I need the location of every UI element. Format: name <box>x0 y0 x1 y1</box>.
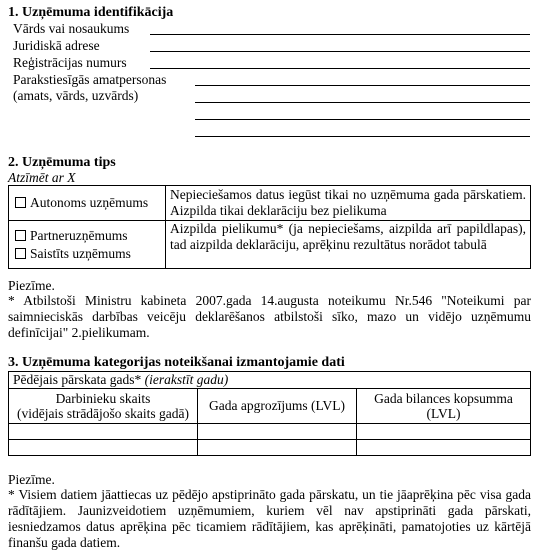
period-hint: (ierakstīt gadu) <box>144 372 229 387</box>
option-linked[interactable] <box>13 246 161 262</box>
section1-heading: 1. Uzņēmuma identifikācija <box>8 5 174 20</box>
category-data-table <box>8 371 531 456</box>
officials-field-1[interactable] <box>195 85 530 86</box>
option-partner-label: Partneruzņēmums <box>30 228 128 243</box>
col-employees-title: Darbinieku skaits <box>55 391 151 406</box>
cell-balance-2[interactable] <box>357 440 531 456</box>
col-balance-unit: (LVL) <box>426 406 461 421</box>
cell-turnover-2[interactable] <box>198 440 357 456</box>
field-label-address: Juridiskā adrese <box>13 38 100 53</box>
field-label-regnum: Reģistrācijas numurs <box>13 55 127 70</box>
desc-autonomous: Nepieciešamos datus iegūst tikai no uzņēmuma gada pārskatiem. Aizpilda tikai deklarāciju bez pielikuma <box>166 186 531 221</box>
option-autonomous[interactable] <box>9 186 166 221</box>
checkbox-linked[interactable] <box>15 248 26 259</box>
option-partner[interactable] <box>13 228 161 244</box>
field-label-officials-hint: (amats, vārds, uzvārds) <box>13 88 139 103</box>
company-type-table <box>8 185 531 269</box>
checkbox-autonomous[interactable] <box>15 197 26 208</box>
section2-note-title: Piezīme. <box>8 278 55 293</box>
option-autonomous-label: Autonoms uzņēmums <box>30 195 149 210</box>
field-label-officials: Parakstiesīgās amatpersonas <box>13 72 167 87</box>
section3-heading: 3. Uzņēmuma kategorijas noteikšanai izmantojamie dati <box>8 355 345 370</box>
checkbox-partner[interactable] <box>15 230 26 241</box>
col-employees-subtitle: (vidējais strādājošo skaits gadā) <box>16 406 190 421</box>
cell-turnover-1[interactable] <box>198 424 357 440</box>
name-field[interactable] <box>150 34 530 35</box>
regnum-field[interactable] <box>150 68 530 69</box>
period-label: Pēdējais pārskata gads* <box>13 372 142 387</box>
col-turnover-header: Gada apgrozījums (LVL) <box>198 389 357 424</box>
field-label-name: Vārds vai nosaukums <box>13 21 130 36</box>
option-partner-linked <box>9 221 166 269</box>
section3-note-title: Piezīme. <box>8 472 55 487</box>
officials-field-2[interactable] <box>195 102 530 103</box>
col-balance-header <box>357 389 531 424</box>
officials-field-3[interactable] <box>195 119 530 120</box>
section2-note-text: * Atbilstoši Ministru kabineta 2007.gada 14.augusta noteikumu Nr.546 "Noteikumi par saimnieciskās darbības veicēju deklarēšanos atbilstoši sīko, mazo un vidējo uzņēmumu definīcijai" 2.pielikumam. <box>8 293 531 340</box>
col-employees-header <box>9 389 198 424</box>
option-linked-label: Saistīts uzņēmums <box>30 246 131 261</box>
desc-partner-linked: Aizpilda pielikumu* (ja nepieciešams, aizpilda arī papildlapas), tad aizpilda deklarāciju, aprēķinu rezultātus norādot tabulā <box>166 221 531 269</box>
section3-note-text: * Visiem datiem jāattiecas uz pēdējo apstiprināto gada pārskatu, un tie jāaprēķina pēc visa gada rādītājiem. Jaunizveidotiem uzņēmumiem, kuriem vēl nav apstiprināti gada pārskati, iesniedzamos datus aprēķina pēc ticamiem rādītājiem, kas aprēķināti, pamatojoties uz kārtējā finanšu gada datiem. <box>8 487 531 550</box>
period-row <box>9 372 531 389</box>
section2-instruction: Atzīmēt ar X <box>8 170 76 185</box>
address-field[interactable] <box>150 51 530 52</box>
cell-balance-1[interactable] <box>357 424 531 440</box>
cell-employees-1[interactable] <box>9 424 198 440</box>
officials-field-4[interactable] <box>195 136 530 137</box>
section2-heading: 2. Uzņēmuma tips <box>8 155 116 170</box>
cell-employees-2[interactable] <box>9 440 198 456</box>
col-balance-title: Gada bilances kopsumma <box>374 391 513 406</box>
